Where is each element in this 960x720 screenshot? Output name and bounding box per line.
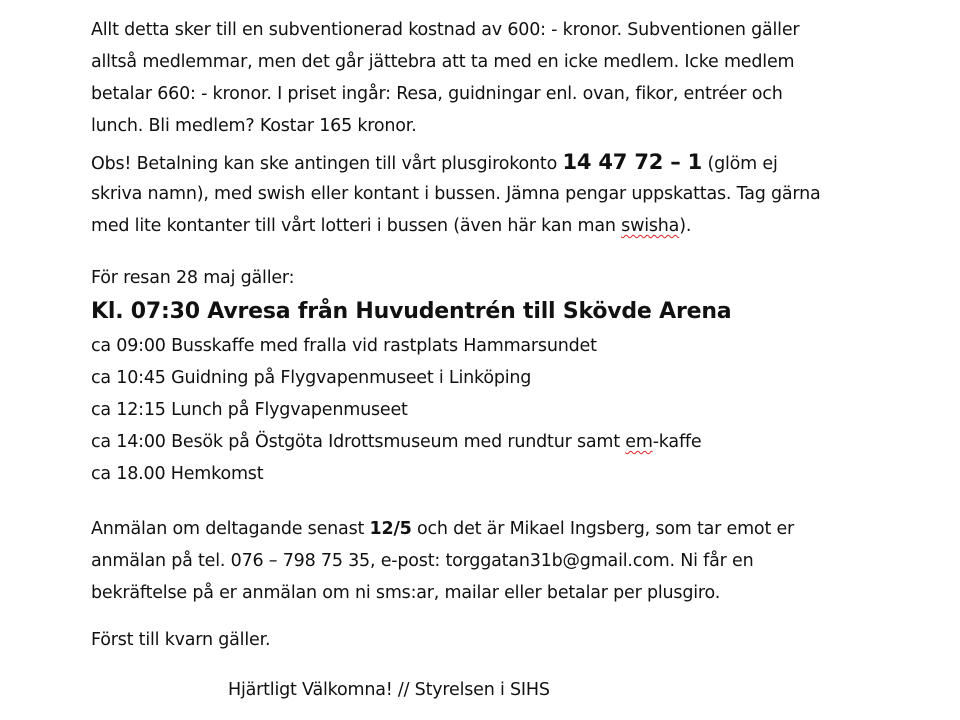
- spellcheck-word-swisha: swisha: [621, 216, 680, 236]
- registration-line-2: anmälan på tel. 076 – 798 75 35, e-post: torggatan31b@gmail.com. Ni får en: [91, 551, 754, 571]
- cost-line-2: alltså medlemmar, men det går jättebra att ta med en icke medlem. Icke medlem: [91, 52, 795, 72]
- payment-line-3-end: ).: [679, 216, 692, 236]
- payment-line-1-end: (glöm ej: [702, 154, 778, 174]
- payment-line-1-start: Obs! Betalning kan ske antingen till vårt plusgirokonto: [91, 154, 563, 174]
- registration-line-1: [91, 513, 891, 545]
- signature-line: Hjärtligt Välkomna! // Styrelsen i SIHS: [228, 680, 550, 700]
- registration-line-1-end: och det är Mikael Ingsberg, som tar emot er: [411, 519, 795, 539]
- payment-line-1: [91, 146, 891, 178]
- schedule-item: [91, 426, 891, 458]
- registration-deadline: 12/5: [369, 519, 412, 539]
- cost-paragraph: [91, 14, 891, 142]
- schedule-item: ca 10:45 Guidning på Flygvapenmuseet i Linköping: [91, 368, 532, 388]
- cost-line-1: Allt detta sker till en subventionerad kostnad av 600: - kronor. Subventionen gäller: [91, 20, 800, 40]
- note-paragraph: [91, 624, 891, 656]
- schedule-item-4-start: ca 14:00 Besök på Östgöta Idrottsmuseum med rundtur samt: [91, 432, 626, 452]
- registration-line-3: bekräftelse på er anmälan om ni sms:ar, mailar eller betalar per plusgiro.: [91, 583, 721, 603]
- registration-paragraph: [91, 513, 891, 609]
- schedule-item: ca 09:00 Busskaffe med fralla vid rastplats Hammarsundet: [91, 336, 597, 356]
- first-come-note: Först till kvarn gäller.: [91, 630, 271, 650]
- schedule-item-4-end: -kaffe: [652, 432, 702, 452]
- plusgiro-account: 14 47 72 – 1: [562, 150, 703, 174]
- schedule-item: ca 12:15 Lunch på Flygvapenmuseet: [91, 400, 408, 420]
- schedule-section: [91, 262, 891, 490]
- schedule-item: ca 18.00 Hemkomst: [91, 464, 264, 484]
- payment-line-3: [91, 210, 891, 242]
- spellcheck-word-em: em: [625, 432, 653, 452]
- registration-line-1-start: Anmälan om deltagande senast: [91, 519, 370, 539]
- schedule-intro: För resan 28 maj gäller:: [91, 268, 295, 288]
- payment-line-2: skriva namn), med swish eller kontant i bussen. Jämna pengar uppskattas. Tag gärna: [91, 184, 821, 204]
- cost-line-3: betalar 660: - kronor. I priset ingår: Resa, guidningar enl. ovan, fikor, entréer och: [91, 84, 783, 104]
- departure-heading: Kl. 07:30 Avresa från Huvudentrén till Skövde Arena: [91, 299, 732, 324]
- payment-paragraph: [91, 146, 891, 242]
- payment-line-3-start: med lite kontanter till vårt lotteri i bussen (även här kan man: [91, 216, 622, 236]
- cost-line-4: lunch. Bli medlem? Kostar 165 kronor.: [91, 116, 417, 136]
